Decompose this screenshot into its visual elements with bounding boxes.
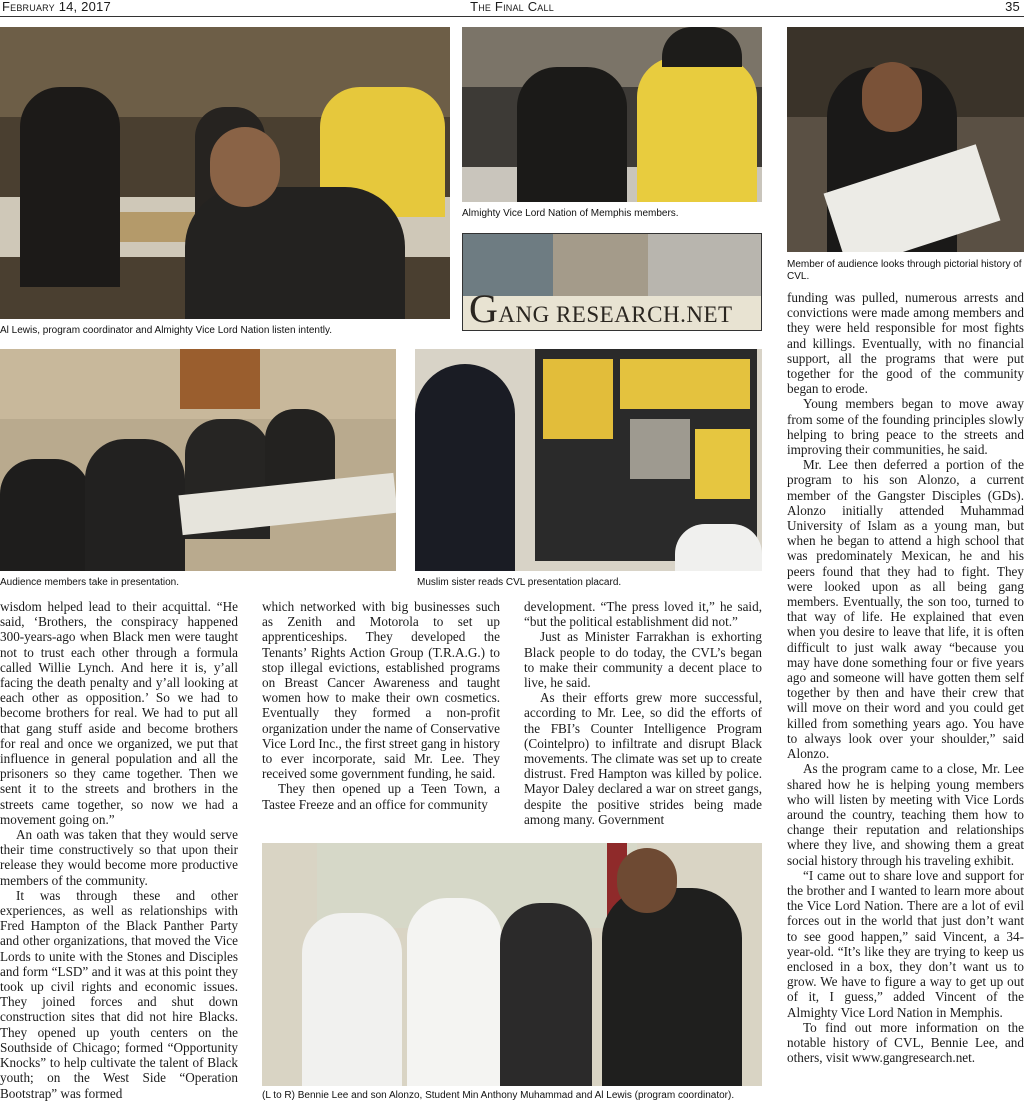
paragraph: As the program came to a close, Mr. Lee shared how he is helping young members who will listen by meeting with Vice Lords around the country, teaching them how to change their reputation and relationships where they live, and showing them a great social history through his traveling exhibit.	[787, 761, 1024, 868]
publication-name: The Final Call	[470, 0, 554, 14]
paragraph: An oath was taken that they would serve their time constructively so that upon their release they would become more productive members of the community.	[0, 827, 238, 888]
photo-gang-research-logo	[462, 233, 762, 331]
paragraph: They then opened up a Teen Town, a Tastee Freeze and an office for community	[262, 781, 500, 812]
caption-group-photo: (L to R) Bennie Lee and son Alonzo, Student Min Anthony Muhammad and Al Lewis (program coordinator).	[262, 1090, 735, 1101]
caption-memphis-members: Almighty Vice Lord Nation of Memphis members.	[462, 208, 679, 219]
article-column-1	[0, 599, 238, 1101]
paragraph: funding was pulled, numerous arrests and convictions were made among members and they were held responsible for most fights and killings. Eventually, with no financial support, all the programs that were put together for the good of the community began to erode.	[787, 290, 1024, 397]
paragraph: which networked with big businesses such as Zenith and Motorola to set up apprenticeships. They developed the Tenants’ Rights Action Group (T.R.A.G.) to stop illegal evictions, established programs on Breast Cancer Awareness and taught women how to make their own cosmetics. Eventually they formed a non-profit organization under the name of Conservative Vice Lord Inc., the first street gang in history to ever incorporate, said Mr. Lee. They received some government funding, he said.	[262, 599, 500, 782]
page-number: 35	[1005, 0, 1020, 14]
paragraph: Young members began to move away from some of the founding principles slowly helping to bring peace to the streets and improving their communities, he said.	[787, 396, 1024, 458]
caption-al-lewis: Al Lewis, program coordinator and Almighty Vice Lord Nation listen intently.	[0, 325, 333, 336]
photo-muslim-sister	[415, 349, 762, 571]
paragraph: wisdom helped lead to their acquittal. “He said, ‘Brothers, the conspiracy happened 300-years-ago when Black men were taught not to trust each other through a formula called Willie Lynch. And here it is, y’all facing the death penalty and y’all looking at each other as opposition.’ So we had to become brothers for real. We had to put all that gang stuff aside and become brothers for real and once we organized, we put that influence in general population and all the prisoners so they came together. Then we sent it to the streets and brothers in the streets came together, so now we had a movement going on.”	[0, 599, 238, 827]
paragraph: Just as Minister Farrakhan is exhorting Black people to do today, the CVL’s began to make their community a decent place to live, he said.	[524, 629, 762, 691]
caption-muslim-sister: Muslim sister reads CVL presentation placard.	[417, 577, 622, 588]
article-column-2	[262, 599, 500, 812]
paragraph: “I came out to share love and support for the brother and I wanted to learn more about the Vice Lord Nation. There are a lot of evil forces out in the world that just don’t want to see good happen,” said Vincent, a 34-year-old. “It’s like they are trying to keep us enclosed in a box, they don’t want us to grow. We have to figure a way to get up out of it, I guess,” added Vincent of the Almighty Vice Lord Nation in Memphis.	[787, 867, 1024, 1020]
caption-audience-history: Member of audience looks through pictorial history of CVL.	[787, 259, 1022, 282]
paragraph: It was through these and other experiences, as well as relationships with Fred Hampton of the Black Panther Party and other organizations, that moved the Vice Lords to unite with the Stones and Disciples and form “LSD” and it was at this point they took up civil rights and economic issues. They joined forces and shut down construction sites that did not hire Blacks. They opened up youth centers on the Southside of Chicago; formed “Opportunity Knocks” to help cultivate the talent of Black youth; on the West Side “Operation Bootstrap” was formed	[0, 887, 238, 1101]
issue-date: February 14, 2017	[2, 0, 111, 14]
article-column-3	[524, 599, 762, 827]
photo-group	[262, 843, 762, 1086]
photo-memphis-members	[462, 27, 762, 202]
photo-al-lewis	[0, 27, 450, 319]
photo-audience-history	[787, 27, 1024, 252]
paragraph: As their efforts grew more successful, according to Mr. Lee, so did the efforts of the FBI’s Counter Intelligence Program (Cointelpro) to infiltrate and disrupt Black movements. The climate was set up to create distrust. Fred Hampton was killed by police. Mayor Daley declared a war on street gangs, despite the positive strides being made among many. Government	[524, 690, 762, 827]
photo-audience-presentation	[0, 349, 396, 571]
logo-band	[463, 286, 761, 331]
paragraph: Mr. Lee then deferred a portion of the program to his son Alonzo, a current member of the Gangster Disciples (GDs). Alonzo initially attended Muhammad University of Islam as a young man, but when he began to attend a high school that was predominately Mexican, he and his peers found that they had to fight. They were looked upon as all being gang members. Eventually, the son too, turned to that way of life. He explained that even when you desire to leave that life, it is often difficult to just walk away “because you may have done something four or five years ago and someone will have gotten them self together by then and have their crew that will move on their word and you could get killed from something years ago. You have to always look over your shoulder,” said Alonzo.	[787, 457, 1024, 762]
page-header	[0, 0, 1024, 17]
gang-research-logo: GANG RESEARCH.NET	[469, 286, 733, 331]
paragraph: To find out more information on the notable history of CVL, Bennie Lee, and others, visit www.gangresearch.net.	[787, 1019, 1024, 1066]
paragraph: development. “The press loved it,” he said, “but the political establishment did not.”	[524, 599, 762, 630]
caption-audience-presentation: Audience members take in presentation.	[0, 577, 179, 588]
article-column-4	[787, 290, 1024, 1065]
